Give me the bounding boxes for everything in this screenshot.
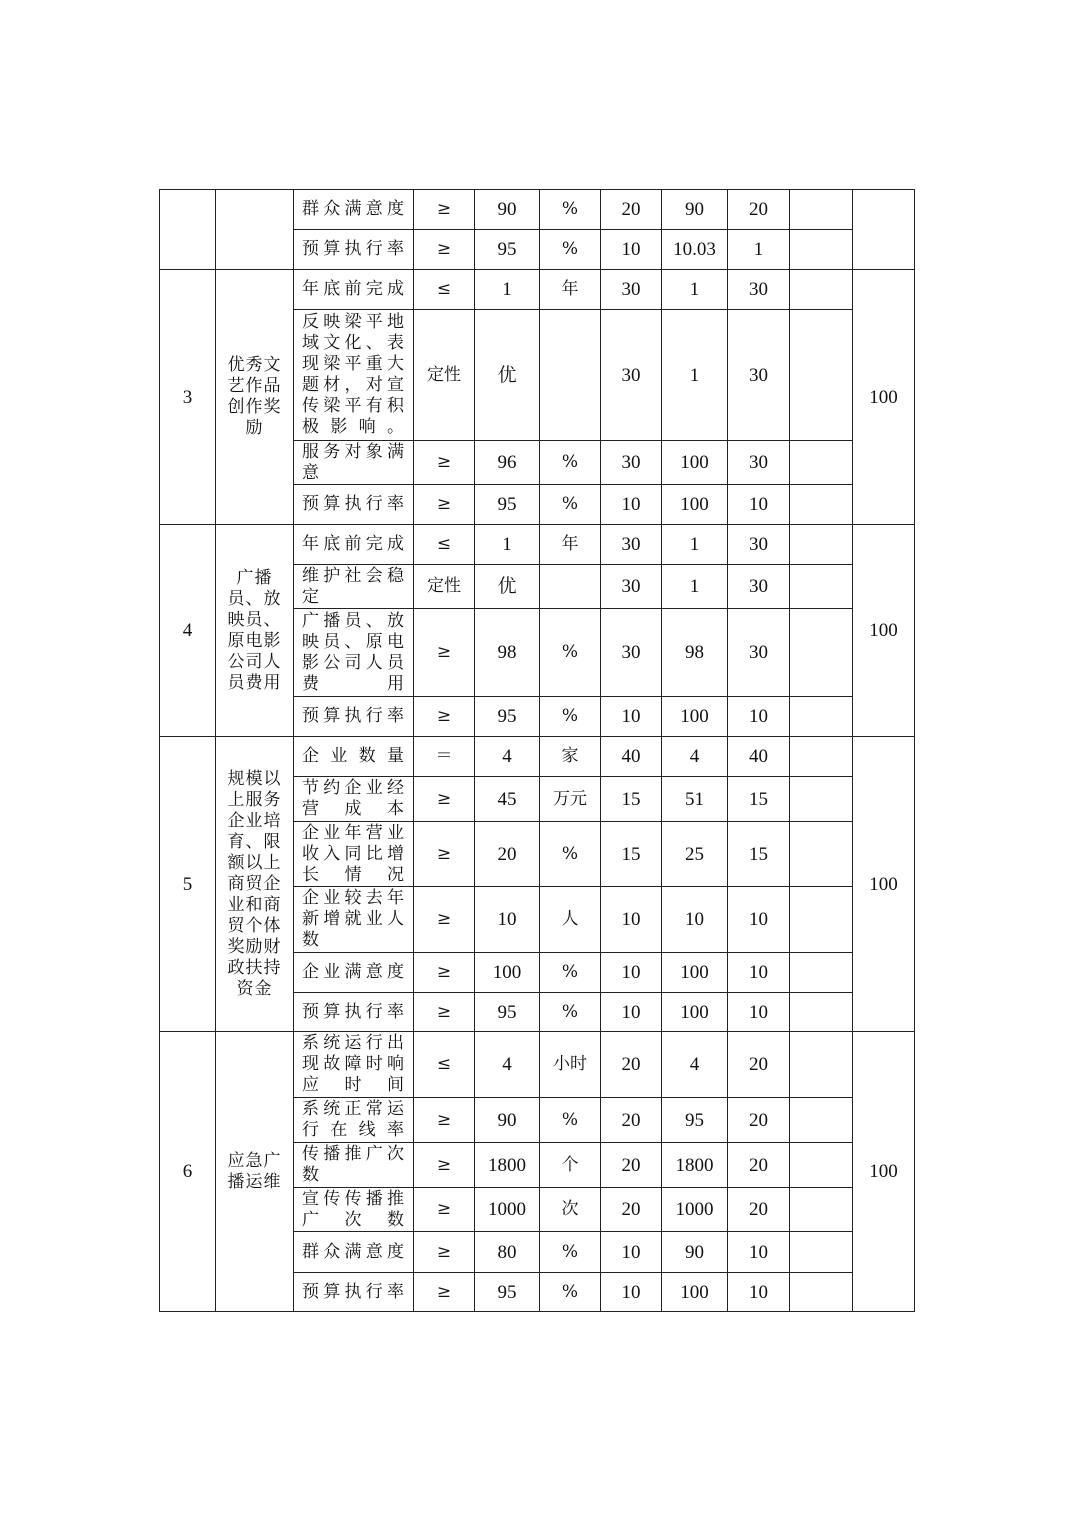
indicator-cell: 维护社会稳定: [294, 565, 414, 609]
actual-value-cell: 4: [662, 1032, 728, 1098]
weight-cell: 10: [601, 1273, 662, 1312]
note-cell: [790, 270, 853, 310]
actual-value-cell: 90: [662, 1232, 728, 1273]
target-value-cell: 1800: [475, 1143, 540, 1188]
weight-cell: 10: [601, 230, 662, 270]
operator-cell: ≥: [414, 887, 475, 953]
indicator-cell: 预算执行率: [294, 230, 414, 270]
target-value-cell: 优: [475, 565, 540, 609]
total-score-cell: 100: [853, 1032, 915, 1312]
weight-cell: 15: [601, 822, 662, 887]
indicator-cell: 企业较去年新增就业人数: [294, 887, 414, 953]
indicator-cell: 预算执行率: [294, 485, 414, 525]
score-cell: 30: [728, 310, 790, 441]
actual-value-cell: 100: [662, 697, 728, 737]
indicator-cell: 预算执行率: [294, 697, 414, 737]
note-cell: [790, 1098, 853, 1143]
project-name-cell: 规模以上服务企业培育、限额以上商贸企业和商贸个体奖励财政扶持资金: [216, 737, 294, 1032]
operator-cell: ≥: [414, 953, 475, 993]
weight-cell: 30: [601, 441, 662, 485]
unit-cell: %: [540, 1273, 601, 1312]
unit-cell: %: [540, 822, 601, 887]
note-cell: [790, 822, 853, 887]
unit-cell: %: [540, 1232, 601, 1273]
unit-cell: %: [540, 485, 601, 525]
note-cell: [790, 953, 853, 993]
indicator-cell: 反映梁平地域文化、表现梁平重大题材，对宣传梁平有积极影响。: [294, 310, 414, 441]
score-cell: 10: [728, 1273, 790, 1312]
operator-cell: ≥: [414, 230, 475, 270]
unit-cell: %: [540, 993, 601, 1032]
unit-cell: 小时: [540, 1032, 601, 1098]
actual-value-cell: 10.03: [662, 230, 728, 270]
score-cell: 20: [728, 1032, 790, 1098]
actual-value-cell: 95: [662, 1098, 728, 1143]
indicator-cell: 系统正常运行在线率: [294, 1098, 414, 1143]
indicator-cell: 广播员、放映员、原电影公司人员费用: [294, 609, 414, 697]
operator-cell: ≥: [414, 822, 475, 887]
total-score-cell: 100: [853, 525, 915, 737]
target-value-cell: 优: [475, 310, 540, 441]
target-value-cell: 10: [475, 887, 540, 953]
actual-value-cell: 100: [662, 1273, 728, 1312]
actual-value-cell: 4: [662, 737, 728, 777]
indicator-cell: 宣传传播推广次数: [294, 1188, 414, 1232]
weight-cell: 40: [601, 737, 662, 777]
note-cell: [790, 993, 853, 1032]
note-cell: [790, 1032, 853, 1098]
operator-cell: ≥: [414, 1098, 475, 1143]
indicator-cell: 传播推广次数: [294, 1143, 414, 1188]
unit-cell: 次: [540, 1188, 601, 1232]
score-cell: 30: [728, 441, 790, 485]
project-name-cell: 广播员、放映员、原电影公司人员费用: [216, 525, 294, 737]
table-row: [160, 525, 915, 565]
weight-cell: 20: [601, 1143, 662, 1188]
indicator-cell: 服务对象满意: [294, 441, 414, 485]
score-cell: 20: [728, 190, 790, 230]
note-cell: [790, 1273, 853, 1312]
target-value-cell: 95: [475, 993, 540, 1032]
indicator-cell: 企业数量: [294, 737, 414, 777]
note-cell: [790, 485, 853, 525]
weight-cell: 20: [601, 1032, 662, 1098]
actual-value-cell: 1: [662, 565, 728, 609]
operator-cell: ≥: [414, 190, 475, 230]
target-value-cell: 80: [475, 1232, 540, 1273]
operator-cell: 定性: [414, 310, 475, 441]
score-cell: 40: [728, 737, 790, 777]
score-cell: 1: [728, 230, 790, 270]
actual-value-cell: 98: [662, 609, 728, 697]
unit-cell: %: [540, 609, 601, 697]
operator-cell: ≥: [414, 1232, 475, 1273]
project-number-cell: 5: [160, 737, 216, 1032]
note-cell: [790, 887, 853, 953]
score-cell: 10: [728, 953, 790, 993]
target-value-cell: 95: [475, 485, 540, 525]
actual-value-cell: 100: [662, 953, 728, 993]
operator-cell: ≥: [414, 697, 475, 737]
operator-cell: ≥: [414, 609, 475, 697]
actual-value-cell: 100: [662, 993, 728, 1032]
target-value-cell: 20: [475, 822, 540, 887]
target-value-cell: 90: [475, 190, 540, 230]
project-name-cell: 优秀文艺作品创作奖励: [216, 270, 294, 525]
weight-cell: 10: [601, 887, 662, 953]
indicator-cell: 企业满意度: [294, 953, 414, 993]
indicator-cell: 群众满意度: [294, 1232, 414, 1273]
note-cell: [790, 1143, 853, 1188]
unit-cell: %: [540, 953, 601, 993]
operator-cell: ≥: [414, 1188, 475, 1232]
note-cell: [790, 697, 853, 737]
operator-cell: 定性: [414, 565, 475, 609]
indicator-cell: 年底前完成: [294, 525, 414, 565]
indicator-cell: 企业年营业收入同比增长情况: [294, 822, 414, 887]
project-name-cell: [216, 190, 294, 270]
score-cell: 15: [728, 822, 790, 887]
note-cell: [790, 190, 853, 230]
unit-cell: 年: [540, 525, 601, 565]
actual-value-cell: 10: [662, 887, 728, 953]
note-cell: [790, 777, 853, 822]
unit-cell: %: [540, 697, 601, 737]
unit-cell: 家: [540, 737, 601, 777]
unit-cell: 个: [540, 1143, 601, 1188]
indicator-cell: 预算执行率: [294, 1273, 414, 1312]
weight-cell: 10: [601, 993, 662, 1032]
table-row: [160, 737, 915, 777]
project-number-cell: [160, 190, 216, 270]
weight-cell: 10: [601, 697, 662, 737]
weight-cell: 30: [601, 565, 662, 609]
unit-cell: %: [540, 441, 601, 485]
unit-cell: [540, 310, 601, 441]
score-cell: 10: [728, 887, 790, 953]
unit-cell: [540, 565, 601, 609]
operator-cell: ＝: [414, 737, 475, 777]
operator-cell: ≥: [414, 1273, 475, 1312]
unit-cell: 年: [540, 270, 601, 310]
target-value-cell: 1: [475, 270, 540, 310]
operator-cell: ≤: [414, 1032, 475, 1098]
weight-cell: 10: [601, 485, 662, 525]
target-value-cell: 98: [475, 609, 540, 697]
target-value-cell: 4: [475, 1032, 540, 1098]
project-number-cell: 3: [160, 270, 216, 525]
unit-cell: %: [540, 190, 601, 230]
operator-cell: ≥: [414, 777, 475, 822]
target-value-cell: 90: [475, 1098, 540, 1143]
actual-value-cell: 51: [662, 777, 728, 822]
actual-value-cell: 1: [662, 310, 728, 441]
weight-cell: 20: [601, 190, 662, 230]
score-cell: 20: [728, 1098, 790, 1143]
score-cell: 15: [728, 777, 790, 822]
table-row: [160, 1032, 915, 1098]
project-number-cell: 6: [160, 1032, 216, 1312]
note-cell: [790, 1232, 853, 1273]
unit-cell: 万元: [540, 777, 601, 822]
score-cell: 30: [728, 565, 790, 609]
indicator-cell: 预算执行率: [294, 993, 414, 1032]
score-cell: 30: [728, 270, 790, 310]
table-body: [160, 190, 915, 1312]
total-score-cell: 100: [853, 270, 915, 525]
actual-value-cell: 1: [662, 270, 728, 310]
actual-value-cell: 1: [662, 525, 728, 565]
project-number-cell: 4: [160, 525, 216, 737]
target-value-cell: 1000: [475, 1188, 540, 1232]
weight-cell: 20: [601, 1188, 662, 1232]
operator-cell: ≥: [414, 485, 475, 525]
target-value-cell: 95: [475, 230, 540, 270]
weight-cell: 10: [601, 1232, 662, 1273]
total-score-cell: [853, 190, 915, 270]
table-row: [160, 270, 915, 310]
weight-cell: 30: [601, 609, 662, 697]
operator-cell: ≥: [414, 441, 475, 485]
weight-cell: 15: [601, 777, 662, 822]
operator-cell: ≥: [414, 993, 475, 1032]
note-cell: [790, 737, 853, 777]
weight-cell: 10: [601, 953, 662, 993]
actual-value-cell: 90: [662, 190, 728, 230]
note-cell: [790, 310, 853, 441]
score-cell: 20: [728, 1143, 790, 1188]
actual-value-cell: 1800: [662, 1143, 728, 1188]
indicator-cell: 节约企业经营成本: [294, 777, 414, 822]
weight-cell: 20: [601, 1098, 662, 1143]
actual-value-cell: 1000: [662, 1188, 728, 1232]
total-score-cell: 100: [853, 737, 915, 1032]
unit-cell: 人: [540, 887, 601, 953]
target-value-cell: 100: [475, 953, 540, 993]
score-cell: 10: [728, 697, 790, 737]
weight-cell: 30: [601, 525, 662, 565]
weight-cell: 30: [601, 270, 662, 310]
indicator-cell: 群众满意度: [294, 190, 414, 230]
note-cell: [790, 230, 853, 270]
actual-value-cell: 100: [662, 441, 728, 485]
actual-value-cell: 100: [662, 485, 728, 525]
score-cell: 30: [728, 609, 790, 697]
note-cell: [790, 525, 853, 565]
target-value-cell: 95: [475, 697, 540, 737]
note-cell: [790, 609, 853, 697]
target-value-cell: 45: [475, 777, 540, 822]
target-value-cell: 95: [475, 1273, 540, 1312]
score-cell: 10: [728, 485, 790, 525]
indicator-cell: 系统运行出现故障时响应时间: [294, 1032, 414, 1098]
score-cell: 10: [728, 1232, 790, 1273]
actual-value-cell: 25: [662, 822, 728, 887]
unit-cell: %: [540, 1098, 601, 1143]
score-cell: 20: [728, 1188, 790, 1232]
table-row: [160, 190, 915, 230]
operator-cell: ≤: [414, 270, 475, 310]
target-value-cell: 1: [475, 525, 540, 565]
operator-cell: ≤: [414, 525, 475, 565]
performance-table: [159, 189, 915, 1312]
target-value-cell: 96: [475, 441, 540, 485]
score-cell: 30: [728, 525, 790, 565]
score-cell: 10: [728, 993, 790, 1032]
operator-cell: ≥: [414, 1143, 475, 1188]
target-value-cell: 4: [475, 737, 540, 777]
note-cell: [790, 565, 853, 609]
note-cell: [790, 441, 853, 485]
note-cell: [790, 1188, 853, 1232]
indicator-cell: 年底前完成: [294, 270, 414, 310]
weight-cell: 30: [601, 310, 662, 441]
project-name-cell: 应急广播运维: [216, 1032, 294, 1312]
unit-cell: %: [540, 230, 601, 270]
